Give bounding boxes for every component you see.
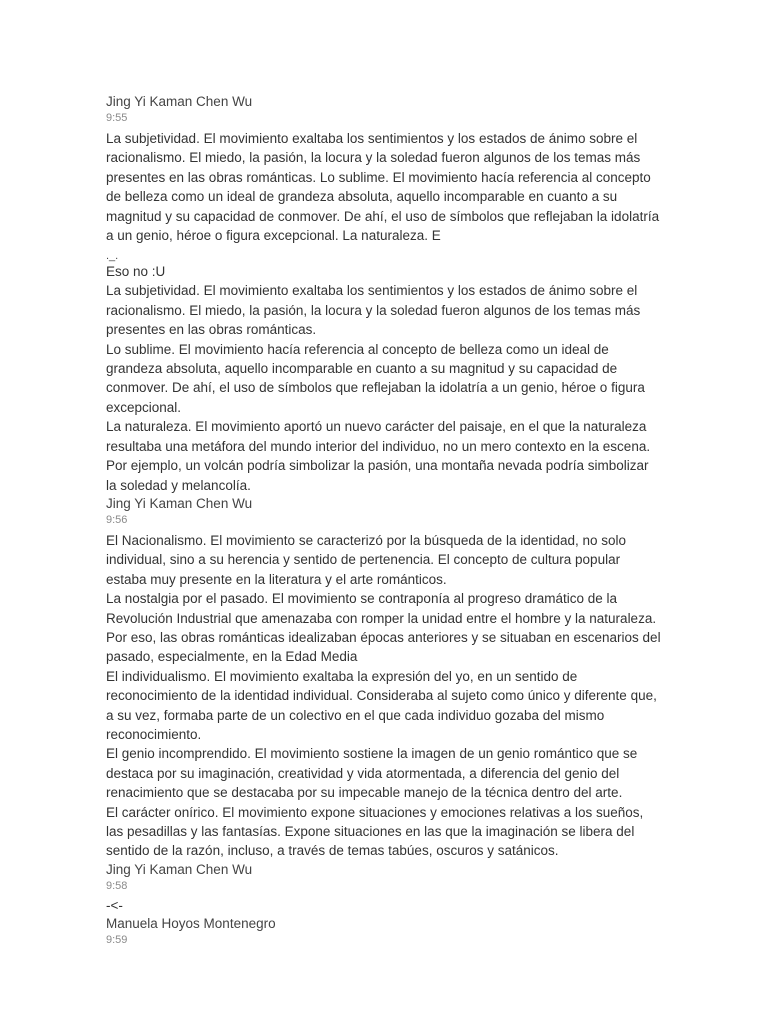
message-paragraph: El Nacionalismo. El movimiento se caracterizó por la búsqueda de la identidad, no solo individual, sino a su herencia y sentido de pertenencia. El concepto de cultura popular estaba muy presente en la literatura y el arte románticos. [106, 532, 627, 587]
message-timestamp: 9:55 [106, 112, 128, 124]
message-emote: ._. [106, 250, 119, 263]
message-reply: Eso no :U [106, 264, 166, 280]
message-paragraph: El carácter onírico. El movimiento expone situaciones y emociones relativas a los sueños, las pesadillas y las fantasías. Expone situaciones en las que la imaginación se libera del sentido de la razón, incluso, a través de temas tabúes, oscuros y satánicos. [106, 804, 644, 859]
message-paragraph: El genio incomprendido. El movimiento sostiene la imagen de un genio romántico que se destaca por su imaginación, creatividad y vida atormentada, a diferencia del genio del renacimiento que se destacaba por su impecable manejo de la técnica dentro del arte. [106, 746, 638, 801]
message-timestamp: 9:59 [106, 933, 128, 946]
chat-transcript [106, 93, 662, 951]
message-paragraph: La nostalgia por el pasado. El movimiento se contraponía al progreso dramático de la Revolución Industrial que amenazaba con romper la unidad entre el hombre y la naturaleza. Por eso, las obras románticas idealizaban épocas anteriores y se situaban en escenarios del pasado, especialmente, en la Edad Media [106, 591, 661, 665]
message-paragraph: Lo sublime. El movimiento hacía referencia al concepto de belleza como un ideal de grandeza absoluta, aquello incomparable en cuanto a su magnitud y su capacidad de conmover. De ahí, el uso de símbolos que reflejaban la idolatría a un genio, héroe o figura excepcional. [106, 341, 645, 415]
message-author: Jing Yi Kaman Chen Wu [106, 94, 253, 109]
message-timestamp: 9:56 [106, 513, 128, 526]
message-paragraph: La naturaleza. El movimiento aportó un nuevo carácter del paisaje, en el que la naturaleza resultaba una metáfora del mundo interior del individuo, no un mero contexto en la escena. Por ejemplo, un volcán podría simbolizar la pasión, una montaña nevada podría simbolizar la soledad y melancolía. [106, 419, 651, 493]
message-paragraph: El individualismo. El movimiento exaltaba la expresión del yo, en un sentido de reconocimiento de la identidad individual. Consideraba al sujeto como único y diferente que, a su vez, formaba parte de un colectivo en el que cada individuo gozaba del mismo reconocimiento. [106, 668, 657, 742]
message-text: La subjetividad. El movimiento exaltaba los sentimientos y los estados de ánimo sobre el racionalismo. El miedo, la pasión, la locura y la soledad fueron algunos de los temas más presentes en las obras románticas. Lo sublime. El movimiento hacía referencia al concepto de belleza como un ideal de grandeza absoluta, aquello incomparable en cuanto a su magnitud y su capacidad de conmover. De ahí, el uso de símbolos que reflejaban la idolatría a un genio, héroe o figura excepcional. La naturaleza. E [106, 131, 660, 244]
message-author: Manuela Hoyos Montenegro [106, 915, 276, 931]
message-paragraph: La subjetividad. El movimiento exaltaba los sentimientos y los estados de ánimo sobre el racionalismo. El miedo, la pasión, la locura y la soledad fueron algunos de los temas más presentes en las obras románticas. [106, 283, 641, 338]
message-author: Jing Yi Kaman Chen Wu [106, 495, 253, 511]
message-author: Jing Yi Kaman Chen Wu [106, 861, 253, 877]
message-timestamp: 9:58 [106, 879, 128, 892]
message-text: -<- [106, 897, 123, 913]
